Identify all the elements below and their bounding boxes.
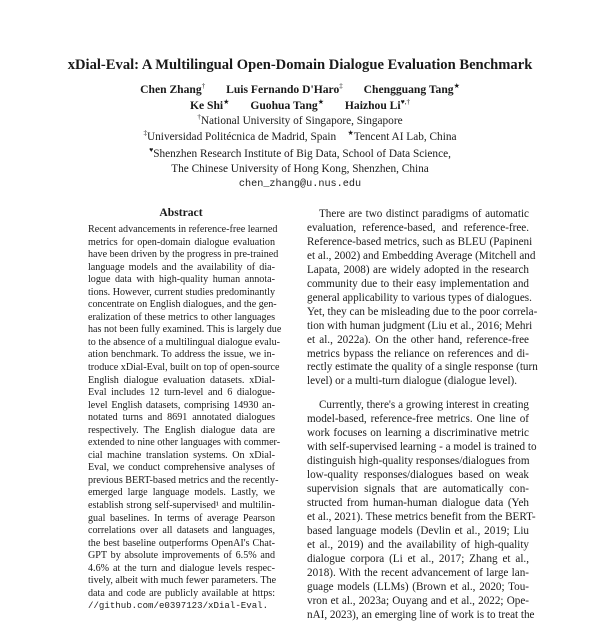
paper-title: xDial-Eval: A Multilingual Open-Domain Dialogue Evaluation Benchmark — [67, 57, 533, 73]
abstract-line: GPT by absolute improvements of 6.5% and — [88, 550, 275, 562]
body-line: 2018). With the recent advancement of large lan- — [307, 566, 529, 579]
abstract-line: establish strong self-supervised¹ and multilin- — [88, 500, 275, 512]
body-line: et al., 2002) and Embedding Average (Mitchell and — [307, 249, 536, 262]
body-line: nAI, 2023), an emerging line of work is to treat the — [307, 608, 535, 621]
body-line: evaluation, reference-based, and reference-free. — [307, 221, 529, 234]
abstract-line: data and code are publicly available at https: — [88, 587, 275, 599]
body-line: guage models (LLMs) (Brown et al., 2020; Tou- — [307, 580, 529, 593]
abstract-line: 4.6% at the turn and dialogue levels respec- — [88, 562, 275, 574]
body-line: Reference-based metrics, such as BLEU (Papineni — [307, 235, 533, 248]
body-line: et al., 2022a). On the other hand, reference-free — [307, 333, 529, 346]
body-line: level) or a multi-turn dialogue (dialogue level). — [307, 375, 518, 388]
abstract-line: troduce xDial-Eval, built on top of open-source — [88, 362, 280, 374]
body-line: dialogue corpora (Li et al., 2017; Zhang et al., — [307, 552, 529, 565]
abstract-line: English dialogue evaluation datasets. xDial- — [88, 374, 275, 386]
abstract-line: level English datasets, comprising 14930 an- — [88, 399, 275, 411]
abstract-line: tions. However, current studies predominantly — [88, 286, 275, 298]
abstract-line: notated turns and 8691 annotated dialogues — [88, 412, 275, 424]
affiliation-upm-tencent: ‡Universidad Politécnica de Madrid, Spain ★Tencent AI Lab, China — [143, 129, 457, 143]
abstract-line: respectively. The English dialogue data are — [88, 424, 275, 436]
abstract-line: the best baseline outperforms OpenAI's Chat- — [88, 537, 275, 549]
author-line-2 — [0, 99, 600, 112]
affiliation-nus: †National University of Singapore, Singapore — [197, 113, 403, 127]
abstract-heading: Abstract — [159, 206, 203, 219]
author-email: chen_zhang@u.nus.edu — [238, 179, 362, 190]
body-line: Currently, there's a growing interest in creating — [319, 399, 529, 412]
author: Chengguang Tang★ — [363, 82, 460, 96]
body-line: distinguish high-quality responses/dialogues from — [307, 455, 530, 468]
body-line: based language models (Devlin et al., 2019; Liu — [307, 524, 529, 537]
abstract-line: has not been fully examined. This is largely due — [88, 324, 282, 336]
body-line: work focuses on learning a discriminative metric — [307, 427, 529, 440]
abstract-line: Recent advancements in reference-free learned — [88, 224, 278, 235]
abstract-line: Eval includes 12 turn-level and 6 dialogue- — [88, 387, 275, 399]
author: Haizhou Li♥,† — [344, 98, 411, 112]
abstract-line: concentrate on English dialogues, and the gen- — [88, 299, 277, 311]
body-line: metrics bypass the reliance on references and di- — [307, 347, 529, 360]
body-line: et al., 2019) and the availability of high-quality — [307, 538, 529, 551]
author: Ke Shi★ — [189, 98, 230, 112]
affiliation-sribd: ♥Shenzhen Research Institute of Big Data, School of Data Science, — [149, 146, 451, 160]
abstract-line: ation benchmark. To address the issue, we in- — [88, 349, 275, 361]
author-line-1 — [0, 83, 600, 96]
body-line: rectly estimate the quality of a single response (turn — [307, 361, 538, 374]
abstract-line: emerged large language models. Lastly, we — [88, 487, 275, 499]
abstract-line: eralization of these metrics to other languages — [88, 311, 275, 323]
body-line: supervision signals that are automatically con- — [307, 483, 529, 496]
body-line: model-based, reference-free metrics. One line of — [307, 413, 529, 426]
body-line: Yet, they can be misleading due to the poor correla- — [307, 305, 538, 318]
author: Guohua Tang★ — [250, 98, 324, 112]
abstract-line: //github.com/e0397123/xDial-Eval. — [88, 600, 269, 612]
body-line: et al., 2021). These metrics benefit from the BERT- — [307, 511, 536, 524]
body-line: low-quality responses/dialogues based on weak — [307, 469, 529, 482]
author: Luis Fernando D'Haro‡ — [226, 82, 343, 96]
abstract-line: metrics for open-domain dialogue evaluation — [88, 236, 275, 248]
body-text — [307, 208, 538, 623]
abstract-line: to the absence of a multilingual dialogue evalu- — [88, 336, 280, 348]
body-line: general applicability to various types of dialogues. — [307, 291, 532, 304]
abstract-line: previous BERT-based metrics and the recently- — [88, 474, 279, 486]
abstract-line: cial machine translation systems. On xDial- — [88, 449, 275, 461]
abstract-line: tively, albeit with much fewer parameters. The — [88, 575, 277, 587]
abstract-line: extended to nine other languages with commer- — [88, 437, 281, 449]
body-line: vron et al., 2023a; Ouyang and et al., 2022; Ope- — [307, 594, 529, 607]
abstract-line: have been driven by the progress in pre-trained — [88, 249, 279, 261]
body-line: with self-supervised learning - a model is trained to — [307, 441, 537, 454]
abstract-line: Eval, we conduct comprehensive analyses of — [88, 462, 275, 474]
abstract-line: language models and the availability of dia- — [88, 261, 275, 273]
author: Chen Zhang† — [140, 82, 206, 96]
affiliation-cuhk: The Chinese University of Hong Kong, Shenzhen, China — [171, 163, 429, 175]
body-line: structed from human-human dialogue data (Yeh — [307, 497, 529, 510]
paragraph-gap — [307, 389, 529, 399]
body-line: community due to their easy implementation and — [307, 277, 529, 290]
abstract-text — [88, 224, 282, 613]
body-line: Lapata, 2008) are widely adopted in the research — [307, 263, 529, 276]
abstract-line: gual baselines. In terms of average Pearson — [88, 512, 275, 524]
body-line: There are two distinct paradigms of automatic — [319, 208, 529, 220]
abstract-line: correlations over all datasets and languages, — [88, 525, 275, 537]
body-line: tion with human judgment (Liu et al., 2016; Mehri — [307, 319, 533, 332]
abstract-line: logue data with high-quality human annota- — [88, 274, 275, 286]
